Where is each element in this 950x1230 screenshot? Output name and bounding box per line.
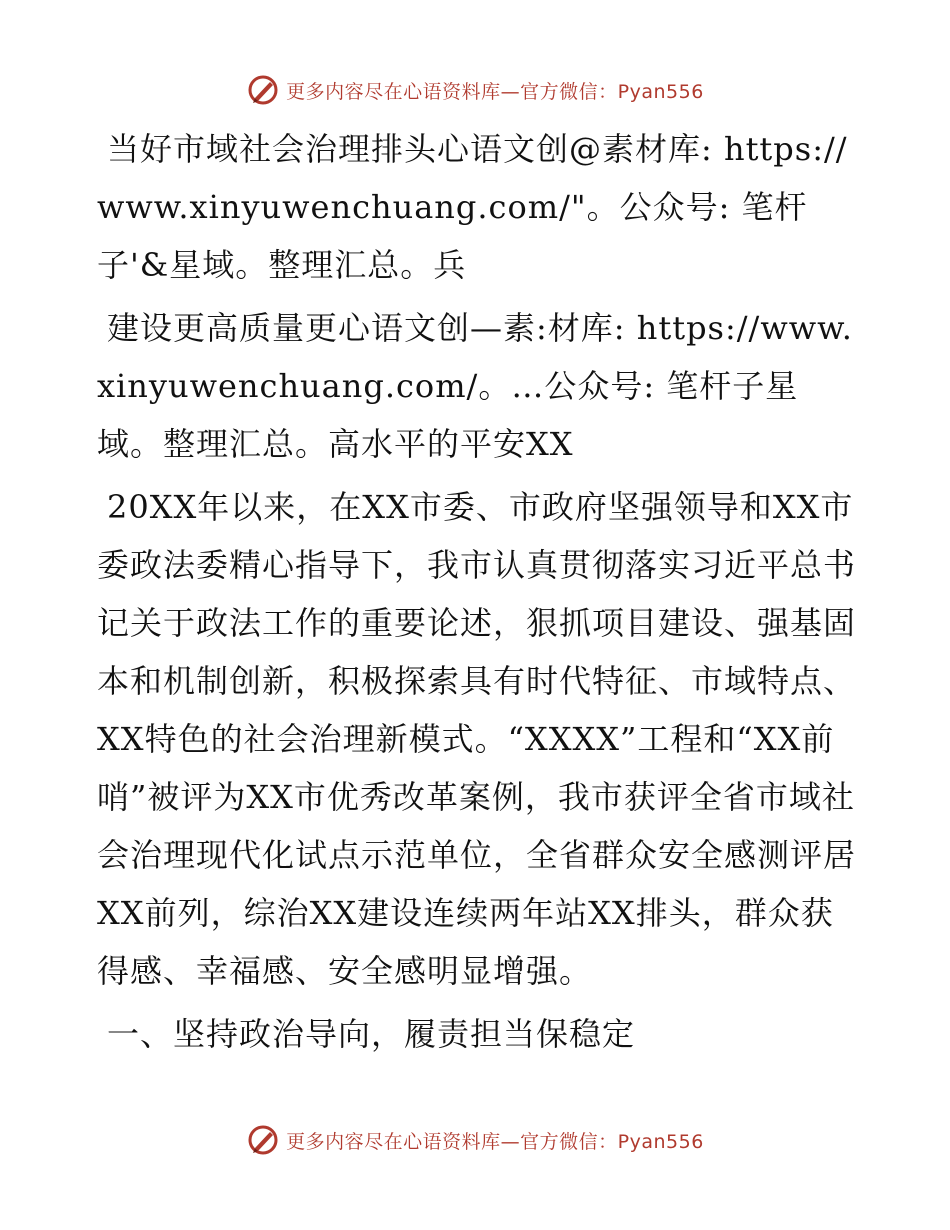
- paragraph-1: 当好市域社会治理排头心语文创@素材库: https://www.xinyuwenchuang.com/"。公众号: 笔杆子'&星域。整理汇总。兵: [97, 130, 848, 284]
- section-heading-1: 一、坚持政治导向，履责担当保稳定: [107, 1015, 636, 1053]
- header-watermark-text: 更多内容尽在心语资料库—官方微信：Pyan556: [286, 80, 704, 103]
- paragraph-2: 建设更高质量更心语文创—素:材库: https://www.xinyuwenchuang.com/。…公众号: 笔杆子星域。整理汇总。高水平的平安XX: [97, 309, 853, 463]
- document-body: [97, 120, 857, 1068]
- footer-watermark-text: 更多内容尽在心语资料库—官方微信：Pyan556: [286, 1130, 704, 1153]
- pen-logo-icon: [246, 1123, 280, 1157]
- footer-watermark-inner: [246, 1123, 704, 1157]
- paragraph-3: 20XX年以来，在XX市委、市政府坚强领导和XX市委政法委精心指导下，我市认真贯彻落实习近平总书记关于政法工作的重要论述，狠抓项目建设、强基固本和机制创新，积极探索具有时代特征、市域特点、XX特色的社会治理新模式。“XXXX”工程和“XX前哨”被评为XX市优秀改革案例，我市获评全省市域社会治理现代化试点示范单位，全省群众安全感测评居XX前列，综治XX建设连续两年站XX排头，群众获得感、幸福感、安全感明显增强。: [97, 488, 857, 990]
- header-watermark: [0, 70, 950, 110]
- pen-logo-icon: [246, 73, 280, 107]
- footer-watermark: [0, 1120, 950, 1160]
- header-watermark-inner: [246, 73, 704, 107]
